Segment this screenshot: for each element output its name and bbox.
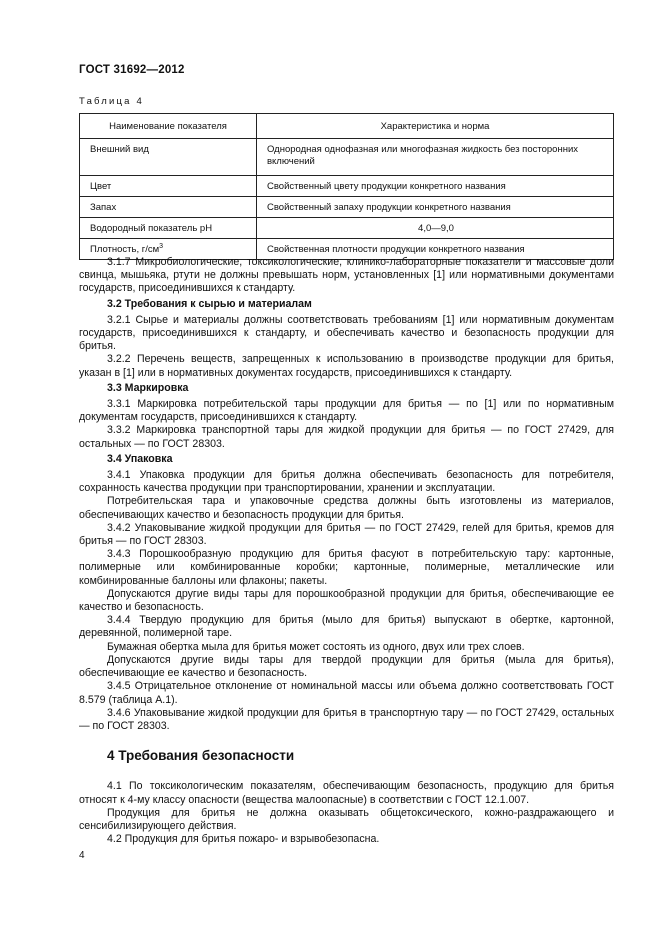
paragraph-3-4-3: 3.4.3 Порошкообразную продукцию для бритья фасуют в потребительскую тару: картонные, полимерные или комбинированные коробки; картонные, полимерные, металлические или комбинированные баллоны или флаконы; пакеты. [79, 548, 614, 587]
paragraph-3-4-4: 3.4.4 Твердую продукцию для бритья (мыло для бритья) выпускают в обертке, картонной, деревянной, полимерной таре. [79, 614, 614, 640]
paragraph-3-2-1: 3.2.1 Сырье и материалы должны соответствовать требованиям [1] или нормативным документам государств, присоединившихся к стандарту, и обеспечивать качество и безопасность продукции для бритья. [79, 313, 614, 353]
section-heading-4: 4 Требования безопасности [107, 748, 295, 764]
properties-table [79, 113, 614, 260]
paragraph-3-4-1-cont: Потребительская тара и упаковочные средства должны быть изготовлены из материалов, обеспечивающих качество и безопасность продукции для бритья. [79, 495, 614, 521]
table-caption: Таблица 4 [79, 96, 144, 107]
section-heading-3-4: 3.4 Упаковка [107, 452, 173, 465]
table-cell-value: Свойственный запаху продукции конкретного названия [257, 197, 614, 218]
paragraph-3-4-6: 3.4.6 Упаковывание жидкой продукции для бритья в транспортную тару — по ГОСТ 27429, остальных — по ГОСТ 28303. [79, 706, 614, 732]
section-heading-3-2: 3.2 Требования к сырью и материалам [107, 297, 312, 310]
table-row [80, 218, 614, 239]
paragraph-3-4-3-cont: Допускаются другие виды тары для порошкообразной продукции для бритья, обеспечивающие ее качество и безопасность. [79, 587, 614, 614]
table-cell-name: Водородный показатель рН [80, 218, 257, 239]
paragraph-4-1-cont: Продукция для бритья не должна оказывать общетоксического, кожно-раздражающего и сенсибилизирующего действия. [79, 806, 614, 832]
paragraph-3-3-1: 3.3.1 Маркировка потребительской тары продукции для бритья — по [1] или по нормативным документам государств, присоединившихся к стандарту. [79, 398, 614, 424]
paragraph-3-3-2: 3.3.2 Маркировка транспортной тары для жидкой продукции для бритья — по ГОСТ 27429, для остальных — по ГОСТ 28303. [79, 424, 614, 450]
paragraph-3-4-2: 3.4.2 Упаковывание жидкой продукции для бритья — по ГОСТ 27429, гелей для бритья, кремов для бритья — по ГОСТ 28303. [79, 521, 614, 548]
standard-header: ГОСТ 31692—2012 [79, 64, 185, 76]
table-cell-value: Свойственная плотности продукции конкретного названия [257, 239, 614, 260]
paragraph-4-2: 4.2 Продукция для бритья пожаро- и взрывобезопасна. [107, 833, 380, 846]
column-header-name: Наименование показателя [80, 114, 257, 139]
paragraph-4-1: 4.1 По токсикологическим показателям, обеспечивающим безопасность, продукцию для бритья относят к 4-му классу опасности (вещества малоопасные) в соответствии с ГОСТ 12.1.007. [79, 780, 614, 806]
table-cell-value: 4,0—9,0 [257, 218, 614, 239]
paragraph-3-2-2: 3.2.2 Перечень веществ, запрещенных к использованию в производстве продукции для бритья, указан в [1] или в нормативных документах государств, присоединившихся к стандарту. [79, 353, 614, 379]
section-heading-3-3: 3.3 Маркировка [107, 381, 189, 394]
document-body [79, 256, 614, 846]
page-number: 4 [79, 850, 85, 861]
paragraph-3-4-4-cont: Бумажная обертка мыла для бритья может состоять из одного, двух или трех слоев. [107, 640, 525, 653]
paragraph-3-4-5: 3.4.5 Отрицательное отклонение от номинальной массы или объема должно соответствовать ГОСТ 8.579 (таблица А.1). [79, 680, 614, 706]
paragraph-3-1-7: 3.1.7 Микробиологические, токсикологические, клинико-лабораторные показатели и массовые доли свинца, мышьяка, ртути не должны превышать норм, установленных [1] или нормативными документами государств, присоединившихся к стандарту. [79, 256, 614, 295]
table-row [80, 197, 614, 218]
table-cell-name: Запах [80, 197, 257, 218]
table-cell-name: Цвет [80, 176, 257, 197]
table-row [80, 176, 614, 197]
density-superscript: 3 [159, 242, 164, 250]
table-row [80, 139, 614, 176]
table-header-row [80, 114, 614, 139]
density-label: Плотность, г/см [90, 244, 160, 255]
table-cell-value: Однородная однофазная или многофазная жидкость без посторонних включений [257, 139, 614, 176]
paragraph-3-4-4-cont2: Допускаются другие виды тары для твердой продукции для бритья (мыла для бритья), обеспечивающие ее качество и безопасность. [79, 653, 614, 680]
table-cell-value: Свойственный цвету продукции конкретного названия [257, 176, 614, 197]
paragraph-3-4-1: 3.4.1 Упаковка продукции для бритья должна обеспечивать безопасность для потребителя, сохранность качества продукции при транспортировании, хранении и эксплуатации. [79, 469, 614, 495]
column-header-value: Характеристика и норма [257, 114, 614, 139]
table-cell-name: Внешний вид [80, 139, 257, 176]
